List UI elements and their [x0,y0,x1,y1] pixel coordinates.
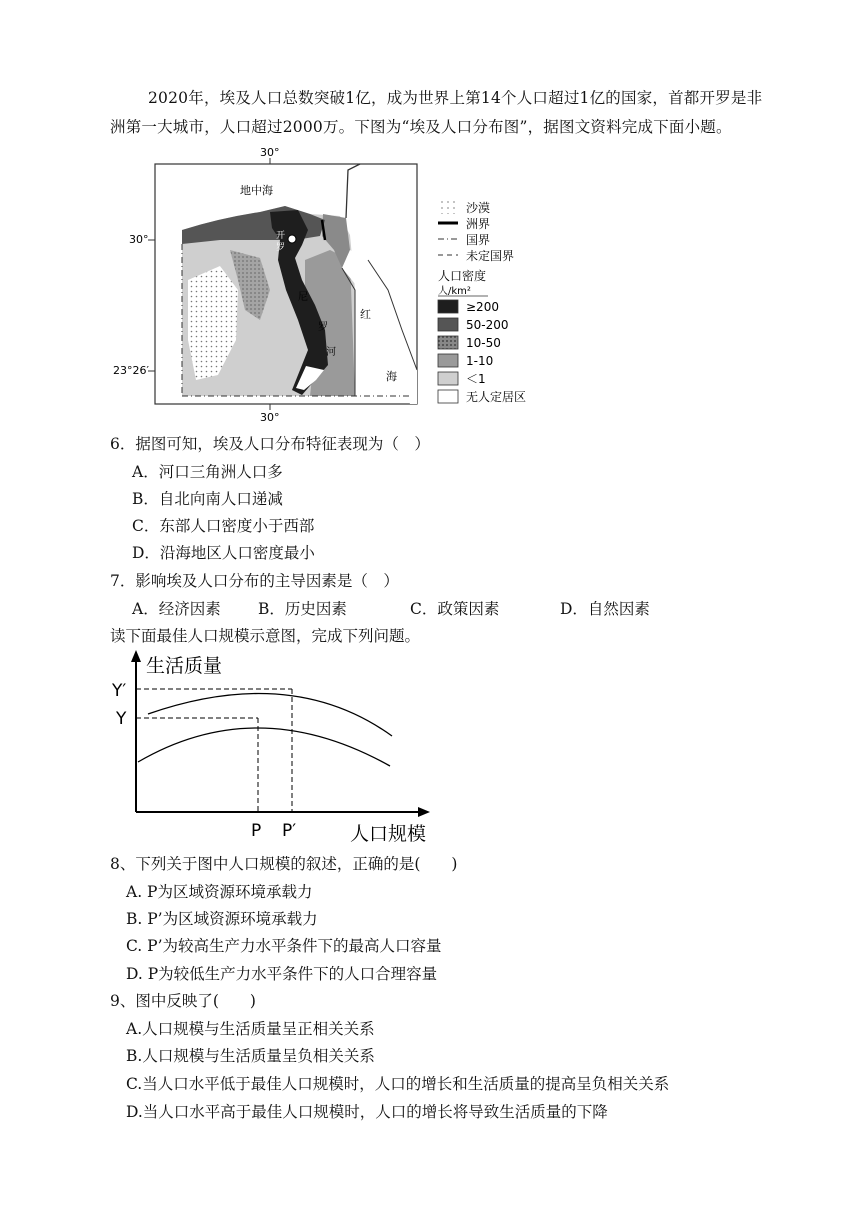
legend-d2-swatch [438,318,458,331]
legend-d4: 1-10 [466,354,494,368]
legend-d3: 10-50 [466,336,501,350]
y-prime-label: Y′ [112,681,127,701]
q7-option-b[interactable]: B．历史因素 [258,600,347,618]
x-axis-label: 人口规模 [350,823,427,845]
y-axis-arrow [131,650,141,662]
q9-option-a[interactable]: A.人口规模与生活质量呈正相关关系 [126,1020,375,1038]
q8-stem: 8、下列关于图中人口规模的叙述，正确的是( ) [110,855,458,873]
legend-d4-swatch [438,354,458,367]
q9-option-b[interactable]: B.人口规模与生活质量呈负相关关系 [126,1047,375,1065]
legend-d5: ＜1 [466,372,486,386]
q8-option-d[interactable]: D. P为较低生产力水平条件下的人口合理容量 [126,965,438,983]
q6-option-a[interactable]: A．河口三角洲人口多 [132,463,283,481]
red-sea-label-2: 海 [386,370,397,383]
legend-d3-swatch [438,336,458,349]
legend-d1-swatch [438,300,458,313]
upper-curve [148,694,392,736]
q6-option-c[interactable]: C．东部人口密度小于西部 [132,517,315,535]
lon-label-bottom: 30° [260,411,280,424]
q8-option-c[interactable]: C. P’为较高生产力水平条件下的最高人口容量 [126,937,442,955]
legend-d6: 无人定居区 [466,390,527,404]
q8-option-b[interactable]: B. P’为区域资源环境承载力 [126,910,318,928]
p-prime-label: P′ [282,821,297,841]
q6-option-b[interactable]: B．自北向南人口递减 [132,490,283,508]
y-label: Y [116,709,127,729]
legend-density-title: 人口密度 [438,269,487,283]
legend-d2: 50-200 [466,318,509,332]
q6-stem: 6．据图可知，埃及人口分布特征表现为（ ） [110,435,430,453]
lat-label-30: 30° [129,233,149,246]
cairo-label-1: 开 [276,231,286,241]
nile-label-3: 河 [326,347,336,358]
q9-stem: 9、图中反映了( ) [110,992,256,1010]
legend-undefined: 未定国界 [466,249,515,263]
q7-option-a[interactable]: A．经济因素 [132,600,221,618]
legend-desert-swatch [438,200,458,214]
q9-option-d[interactable]: D.当人口水平高于最佳人口规模时，人口的增长将导致生活质量的下降 [126,1103,608,1121]
legend-continent: 洲界 [466,217,491,231]
legend-density-unit: 人/km² [438,286,471,297]
red-sea-label-1: 红 [360,308,371,321]
lower-curve [138,728,390,766]
cairo-label-2: 罗 [276,243,286,253]
intro-paragraph: 2020年，埃及人口总数突破1亿，成为世界上第14个人口超过1亿的国家，首都开罗是非洲第一大城市，人口超过2000万。下图为“埃及人口分布图”，据图文资料完成下面小题。 [110,89,763,136]
egypt-population-map [110,140,550,430]
x-axis-arrow [418,807,430,817]
legend-d6-swatch [438,390,458,403]
legend-d1: ≥200 [466,300,499,314]
nile-label-2: 罗 [318,322,328,333]
legend-national: 国界 [466,233,491,247]
cairo-marker [288,235,296,243]
q8-option-a[interactable]: A. P为区域资源环境承载力 [126,883,313,901]
q7-option-d[interactable]: D．自然因素 [560,600,650,618]
q7-option-c[interactable]: C．政策因素 [410,600,500,618]
mediterranean-label: 地中海 [240,184,273,197]
q9-option-c[interactable]: C.当人口水平低于最佳人口规模时，人口的增长和生活质量的提高呈负相关关系 [126,1075,670,1093]
optimal-population-graph [110,648,440,846]
read-prompt: 读下面最佳人口规模示意图，完成下列问题。 [110,627,421,645]
nile-label-1: 尼 [298,292,308,303]
y-axis-label: 生活质量 [146,655,223,677]
q7-stem: 7．影响埃及人口分布的主导因素是（ ） [110,572,399,590]
legend-d5-swatch [438,372,458,385]
lon-label-top: 30° [260,146,280,159]
map-legend [438,200,526,404]
q6-option-d[interactable]: D．沿海地区人口密度最小 [132,544,315,562]
lat-label-2326: 23°26′ [113,364,149,377]
legend-desert: 沙漠 [466,201,491,215]
p-label: P [251,821,262,841]
